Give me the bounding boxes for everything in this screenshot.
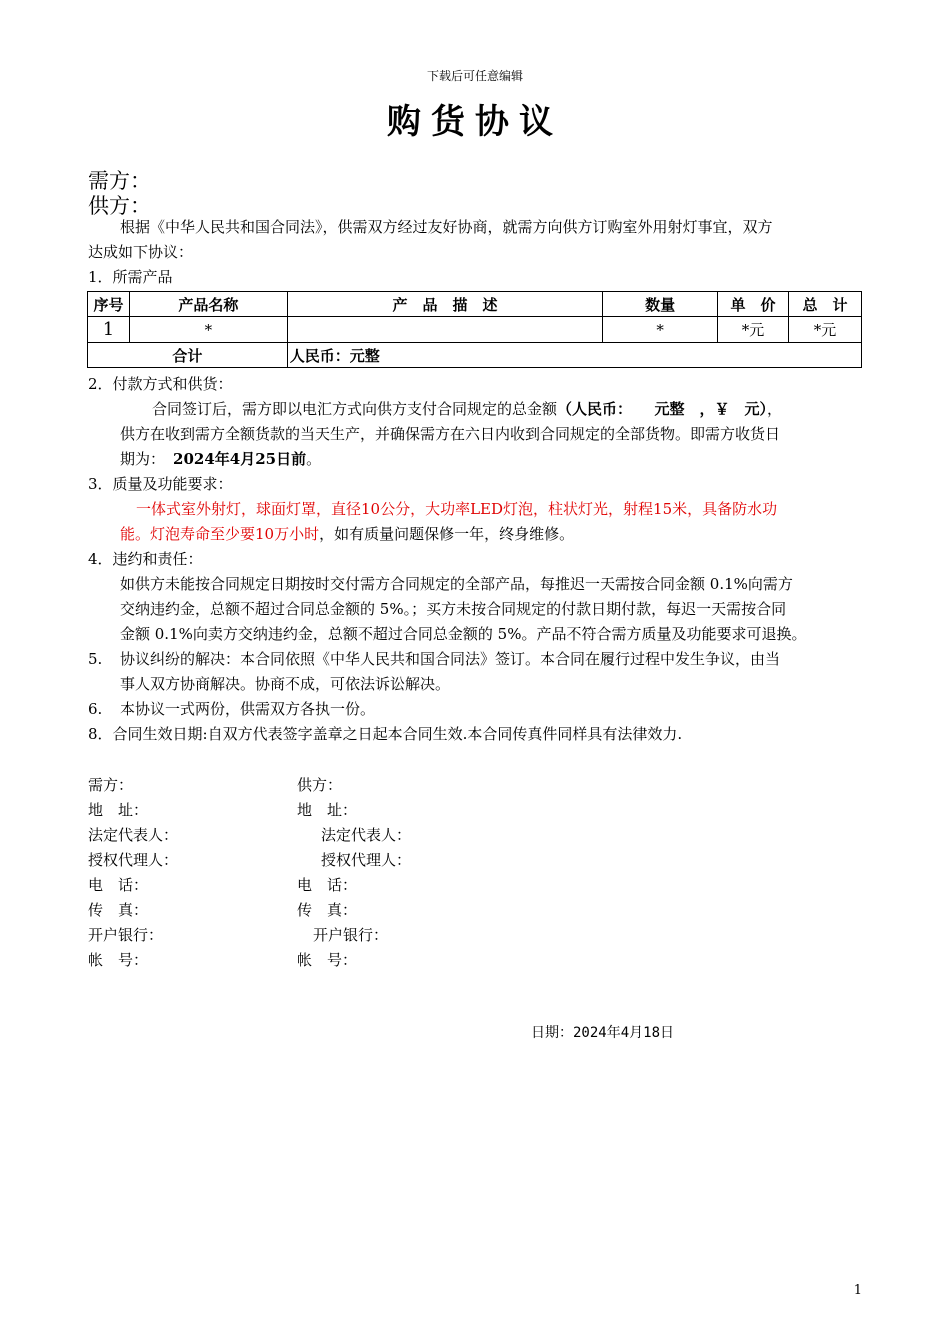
cell-name: *	[129, 317, 287, 343]
effective-date-clause: 8．合同生效日期:自双方代表签字盖章之日起本合同生效.本合同传真件同样具有法律效力.	[88, 725, 683, 743]
page-number: 1	[853, 1283, 862, 1298]
sig-left-fax: 传 真：	[88, 901, 149, 919]
payment-text: 合同签订后，需方即以电汇方式向供方支付合同规定的总金额	[152, 400, 558, 418]
header-note: 下载后可任意编辑	[426, 69, 523, 83]
cell-no: 1	[88, 317, 130, 343]
table-row	[88, 317, 862, 343]
section-2-line-2: 供方在收到需方全额货款的当天生产，并确保需方在六日内收到合同规定的全部货物。即需方收货日	[120, 425, 781, 443]
header-total: 总 计	[789, 292, 862, 317]
quality-line-2	[120, 522, 574, 547]
delivery-label: 期为：	[120, 450, 166, 468]
section-5-number: 5.	[88, 650, 103, 668]
sig-right-bank: 开户银行：	[313, 926, 389, 944]
cell-total: *元	[789, 317, 862, 343]
sig-right-agent: 授权代理人：	[321, 851, 412, 869]
header-qty: 数量	[603, 292, 718, 317]
liability-line-2: 交纳违约金，总额不超过合同总金额的 5%。；买方未按合同规定的付款日期付款，每迟一天需按合同	[120, 600, 787, 618]
intro-line-1: 根据《中华人民共和国合同法》，供需双方经过友好协商，就需方向供方订购室外用射灯事宜，双方	[120, 218, 773, 236]
sig-left-bank: 开户银行：	[88, 926, 164, 944]
sig-left-address: 地 址：	[88, 801, 149, 819]
cell-price: *元	[718, 317, 789, 343]
product-table	[87, 291, 862, 368]
header-no: 序号	[88, 292, 130, 317]
total-label: 合计	[88, 343, 288, 368]
dispute-line-1: 协议纠纷的解决：本合同依照《中华人民共和国合同法》签订。本合同在履行过程中发生争议，由当	[120, 650, 781, 668]
sig-left-legal-rep: 法定代表人：	[88, 826, 179, 844]
quality-line-1: 一体式室外射灯，球面灯罩，直径10公分，大功率LED灯泡，柱状灯光，射程15米，具备防水功	[136, 500, 778, 518]
quality-red-text: 能。灯泡寿命至少要10万小时	[120, 525, 320, 543]
header-desc: 产 品 描 述	[287, 292, 603, 317]
document-title: 购货协议	[387, 102, 563, 142]
sig-right-seller: 供方：	[297, 776, 343, 794]
sig-right-account: 帐 号：	[297, 951, 358, 969]
table-header-row	[88, 292, 862, 317]
cell-qty: *	[603, 317, 718, 343]
table-total-row	[88, 343, 862, 368]
delivery-period: 。	[306, 450, 322, 468]
sig-right-legal-rep: 法定代表人：	[321, 826, 412, 844]
payment-amount: （人民币： 元整 ，￥ 元）	[557, 400, 768, 418]
sig-left-account: 帐 号：	[88, 951, 149, 969]
section-6-number: 6.	[88, 700, 103, 718]
sig-left-agent: 授权代理人：	[88, 851, 179, 869]
seller-label: 供方：	[88, 194, 151, 218]
intro-line-2: 达成如下协议：	[88, 243, 194, 261]
payment-comma: ，	[767, 400, 783, 418]
header-name: 产品名称	[129, 292, 287, 317]
copies-text: 本协议一式两份，供需双方各执一份。	[120, 700, 376, 718]
delivery-date: 2024年4月25日前	[173, 450, 307, 468]
dispute-line-2: 事人双方协商解决。协商不成，可依法诉讼解决。	[120, 675, 451, 693]
sig-left-buyer: 需方：	[88, 776, 134, 794]
section-3-title: 3．质量及功能要求：	[88, 475, 233, 493]
sig-left-phone: 电 话：	[88, 876, 149, 894]
section-2-title: 2．付款方式和供货：	[88, 375, 233, 393]
section-4-title: 4．违约和责任：	[88, 550, 203, 568]
section-2-line-1	[152, 397, 782, 422]
section-1-title: 1．所需产品	[88, 268, 173, 286]
sig-right-phone: 电 话：	[297, 876, 358, 894]
sig-right-fax: 传 真：	[297, 901, 358, 919]
liability-line-3: 金额 0.1%向卖方交纳违约金，总额不超过合同总金额的 5%。产品不符合需方质量及功能要求可退换。	[120, 625, 807, 643]
quality-warranty: ，如有质量问题保修一年，终身维修。	[319, 525, 575, 543]
header-price: 单 价	[718, 292, 789, 317]
section-2-line-3	[120, 447, 321, 472]
cell-desc	[287, 317, 603, 343]
liability-line-1: 如供方未能按合同规定日期按时交付需方合同规定的全部产品，每推迟一天需按合同金额 0.1%向需方	[120, 575, 793, 593]
total-value: 人民币：元整	[287, 343, 861, 368]
signing-date: 日期：2024年4月18日	[531, 1025, 675, 1041]
sig-right-address: 地 址：	[297, 801, 358, 819]
buyer-label: 需方：	[88, 169, 151, 193]
